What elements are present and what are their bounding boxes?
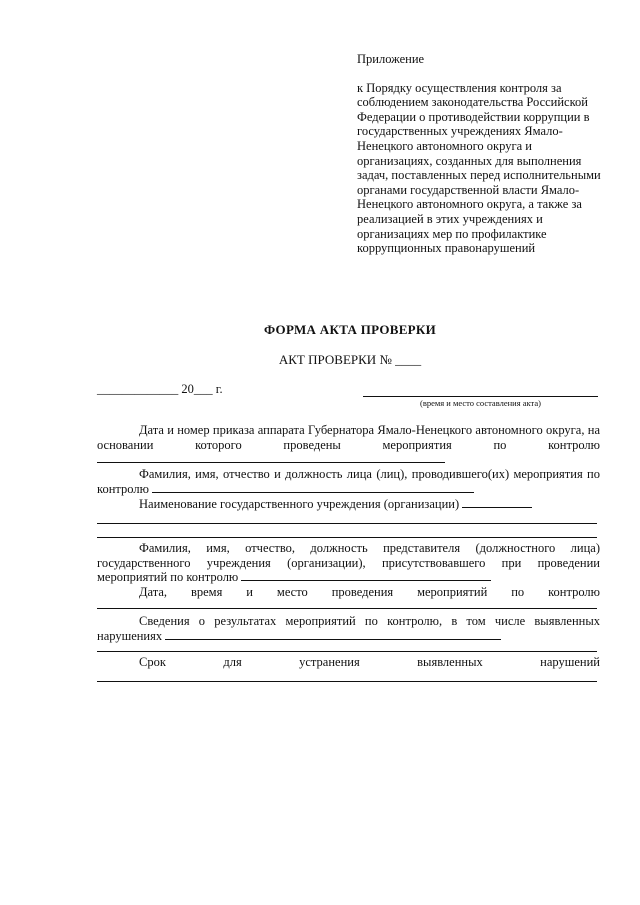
results-rule	[97, 651, 597, 652]
representative-paragraph	[97, 541, 600, 585]
institution-label: Наименование государственного учреждения (организации)	[139, 497, 460, 511]
representative-fill-line	[241, 570, 491, 581]
act-place-caption: (время и место составления акта)	[420, 398, 541, 408]
representative-label: Фамилия, имя, отчество, должность представителя (должностного лица) государственного учреждения (организации), присутствовавшего при проведении мероприятий по контролю	[97, 541, 600, 585]
appendix-body: к Порядку осуществления контроля за соблюдением законодательства Российской Федерации о противодействии коррупции в государственных учреждениях Ямало-Ненецкого автономного округа и организациях, созданных для выполнения задач, поставленных перед исполнительными органами государственной власти Ямало-Ненецкого автономного округа, а также за реализацией в этих учреждениях и организациях мер по профилактике коррупционных правонарушений	[357, 80, 601, 256]
results-fill-line	[165, 629, 501, 640]
appendix-title: Приложение	[357, 52, 425, 66]
act-date-field: _____________ 20___ г.	[97, 382, 223, 396]
datetime-rule	[97, 608, 597, 609]
act-place-field	[363, 396, 598, 397]
results-section	[97, 614, 600, 643]
institution-fill-line	[462, 497, 532, 508]
representative-section	[97, 541, 600, 585]
results-label: Сведения о результатах мероприятий по контролю, в том числе выявленных нарушениях	[97, 614, 600, 643]
institution-rule-2	[97, 537, 597, 538]
deadline-section	[97, 655, 600, 670]
inspectors-label: Фамилия, имя, отчество и должность лица (лиц), проводившего(их) мероприятия по контролю	[97, 467, 600, 496]
datetime-section	[97, 585, 600, 600]
appendix-block	[357, 52, 607, 256]
institution-section	[97, 497, 600, 512]
inspectors-section	[97, 467, 600, 496]
inspectors-fill-line	[152, 482, 474, 493]
act-title: АКТ ПРОВЕРКИ № ____	[278, 352, 422, 367]
institution-rule-1	[97, 523, 597, 524]
results-paragraph	[97, 614, 600, 643]
form-title: ФОРМА АКТА ПРОВЕРКИ	[263, 322, 437, 337]
institution-paragraph	[97, 497, 600, 512]
deadline-paragraph: Срок для устранения выявленных нарушений	[139, 655, 600, 669]
inspectors-paragraph	[97, 467, 600, 496]
deadline-rule	[97, 681, 597, 682]
order-paragraph	[97, 423, 600, 467]
order-label: Дата и номер приказа аппарата Губернатора Ямало-Ненецкого автономного округа, на основании которого проведены мероприятия по контролю	[97, 423, 600, 452]
order-section	[97, 423, 600, 467]
datetime-paragraph: Дата, время и место проведения мероприятий по контролю	[139, 585, 600, 599]
order-fill-line	[97, 452, 445, 463]
